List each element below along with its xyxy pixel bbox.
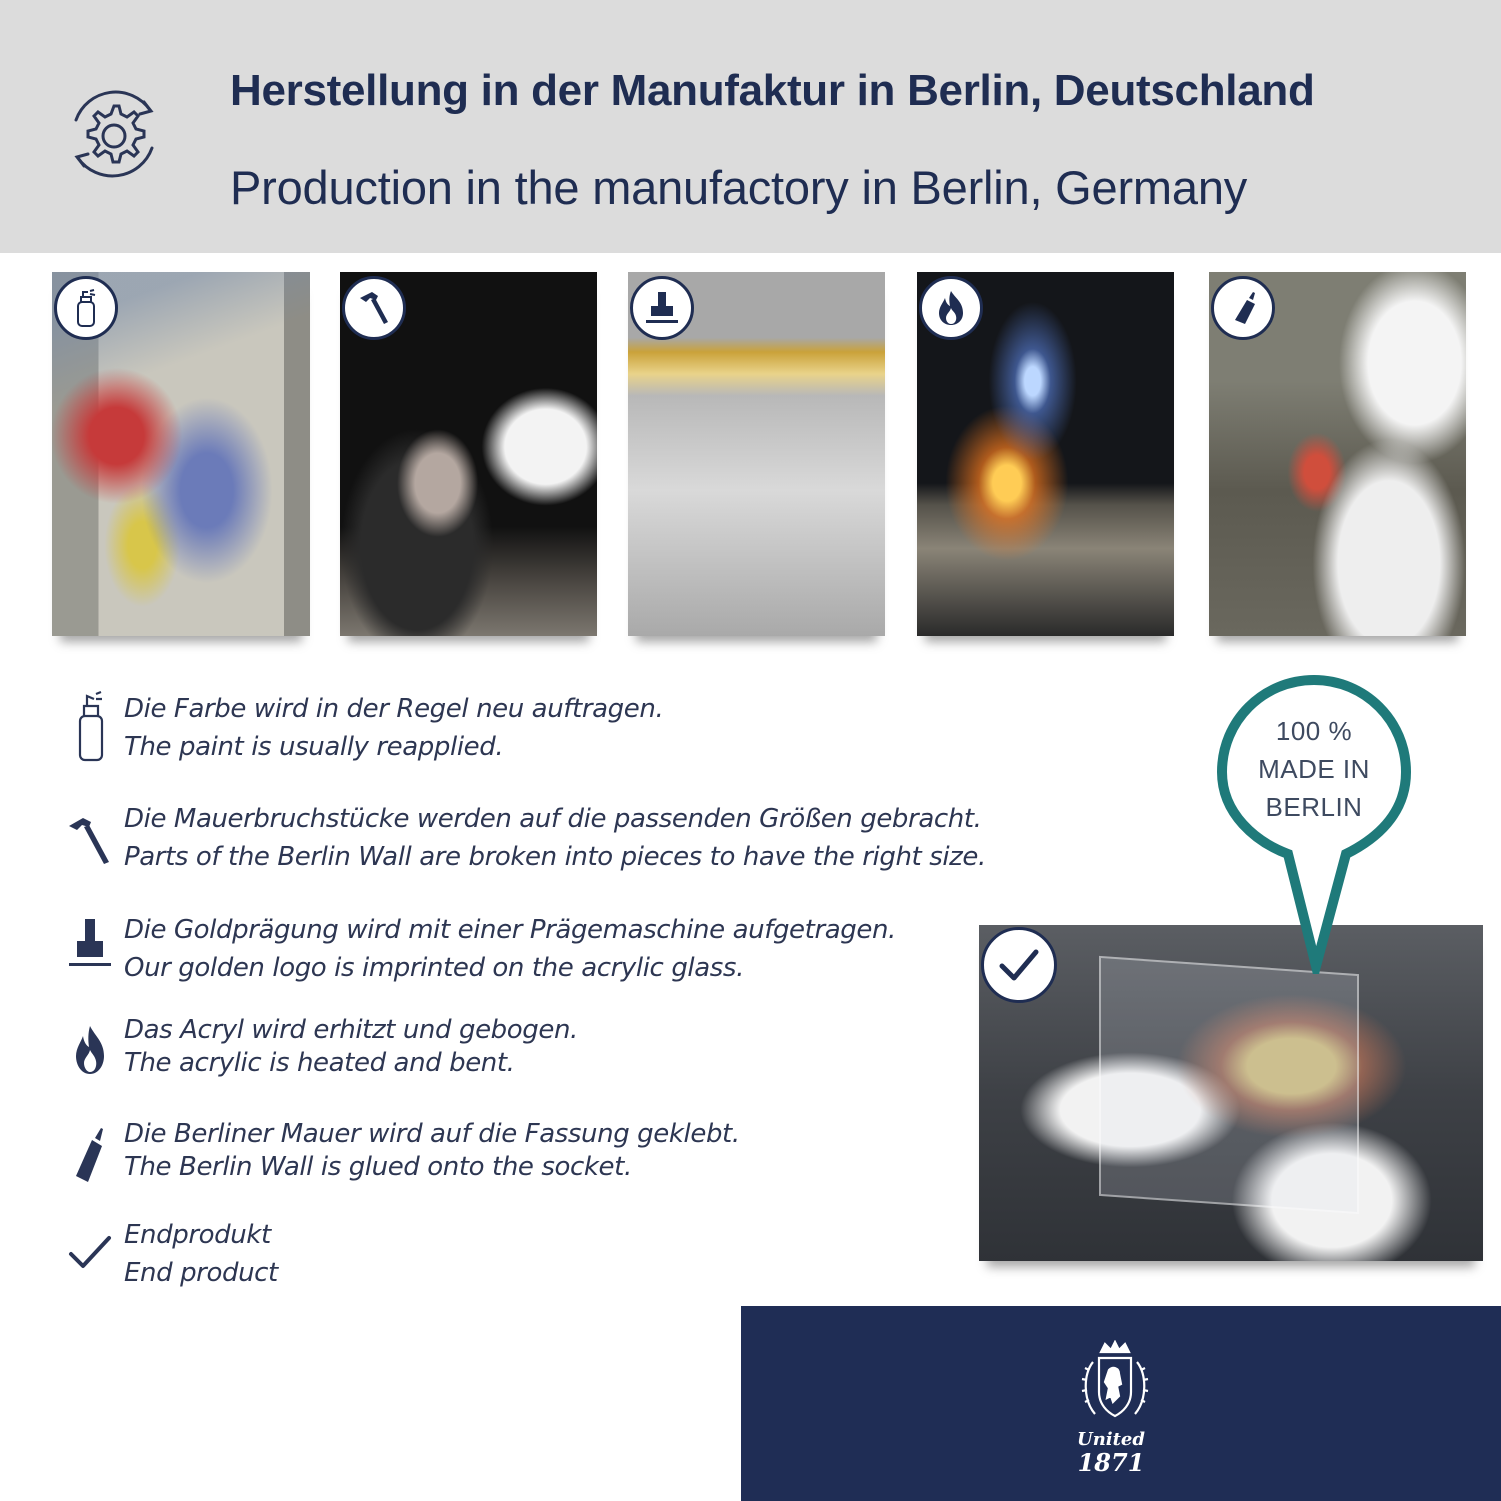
- header-band: [0, 0, 1501, 253]
- title-german: Herstellung in der Manufaktur in Berlin, Deutschland: [230, 66, 1315, 115]
- spray-can-icon: [66, 288, 106, 328]
- step-heat-en: The acrylic is heated and bent.: [124, 1048, 515, 1078]
- photo-badge: [54, 276, 118, 340]
- glue-bottle-icon: [68, 1118, 112, 1190]
- brand-line-1: United: [1077, 1429, 1145, 1450]
- photo-graffiti-wall: [52, 272, 310, 636]
- step-end-en: End product: [124, 1258, 278, 1288]
- photo-gluing: [1209, 272, 1466, 636]
- photo-heating-acrylic: [917, 272, 1174, 636]
- step-end-product: [60, 1216, 278, 1292]
- stamp-icon: [642, 288, 682, 328]
- pin-line-1: 100 %: [1275, 716, 1353, 746]
- checkmark-icon: [994, 940, 1044, 990]
- step-emboss-de: Die Goldprägung wird mit einer Prägemaschine aufgetragen.: [124, 915, 896, 945]
- step-break-de: Die Mauerbruchstücke werden auf die passenden Größen gebracht.: [124, 804, 982, 834]
- photo-badge: [630, 276, 694, 340]
- step-heat: [60, 1014, 578, 1086]
- step-emboss-en: Our golden logo is imprinted on the acrylic glass.: [124, 953, 744, 983]
- step-break-en: Parts of the Berlin Wall are broken into pieces to have the right size.: [124, 842, 986, 872]
- step-glue: [60, 1118, 740, 1190]
- spray-can-icon: [72, 690, 108, 762]
- step-paint-de: Die Farbe wird in der Regel neu auftragen.: [124, 694, 664, 724]
- flame-icon: [70, 1020, 110, 1080]
- pin-label: [1216, 712, 1412, 826]
- photo-badge: [342, 276, 406, 340]
- acrylic-box: [1099, 956, 1359, 1214]
- brand-line-2: 1871: [1077, 1448, 1145, 1477]
- photo-embossing-machine: [628, 272, 885, 636]
- stamp-icon: [65, 911, 115, 983]
- glue-bottle-icon: [1223, 288, 1263, 328]
- step-paint-en: The paint is usually reapplied.: [124, 732, 504, 762]
- step-break: [60, 800, 986, 876]
- step-end-de: Endprodukt: [124, 1220, 271, 1250]
- photo-badge: [981, 927, 1057, 1003]
- hammer-icon: [65, 800, 115, 872]
- gear-cycle-icon: [58, 80, 170, 188]
- flame-icon: [931, 288, 971, 328]
- pin-line-2: MADE IN: [1258, 754, 1370, 784]
- step-emboss: [60, 911, 896, 987]
- step-glue-en: The Berlin Wall is glued onto the socket.: [124, 1152, 632, 1182]
- photo-badge: [919, 276, 983, 340]
- brand-logo-text: [1061, 1430, 1161, 1476]
- photo-breaking-wall: [340, 272, 597, 636]
- step-paint: [60, 690, 663, 766]
- photo-end-product: [979, 925, 1483, 1261]
- title-english: Production in the manufactory in Berlin, Germany: [230, 161, 1248, 214]
- hammer-icon: [354, 288, 394, 328]
- step-glue-de: Die Berliner Mauer wird auf die Fassung geklebt.: [124, 1119, 740, 1149]
- pin-line-3: BERLIN: [1265, 792, 1363, 822]
- step-heat-de: Das Acryl wird erhitzt und gebogen.: [124, 1015, 578, 1045]
- checkmark-icon: [65, 1222, 115, 1282]
- photo-badge: [1211, 276, 1275, 340]
